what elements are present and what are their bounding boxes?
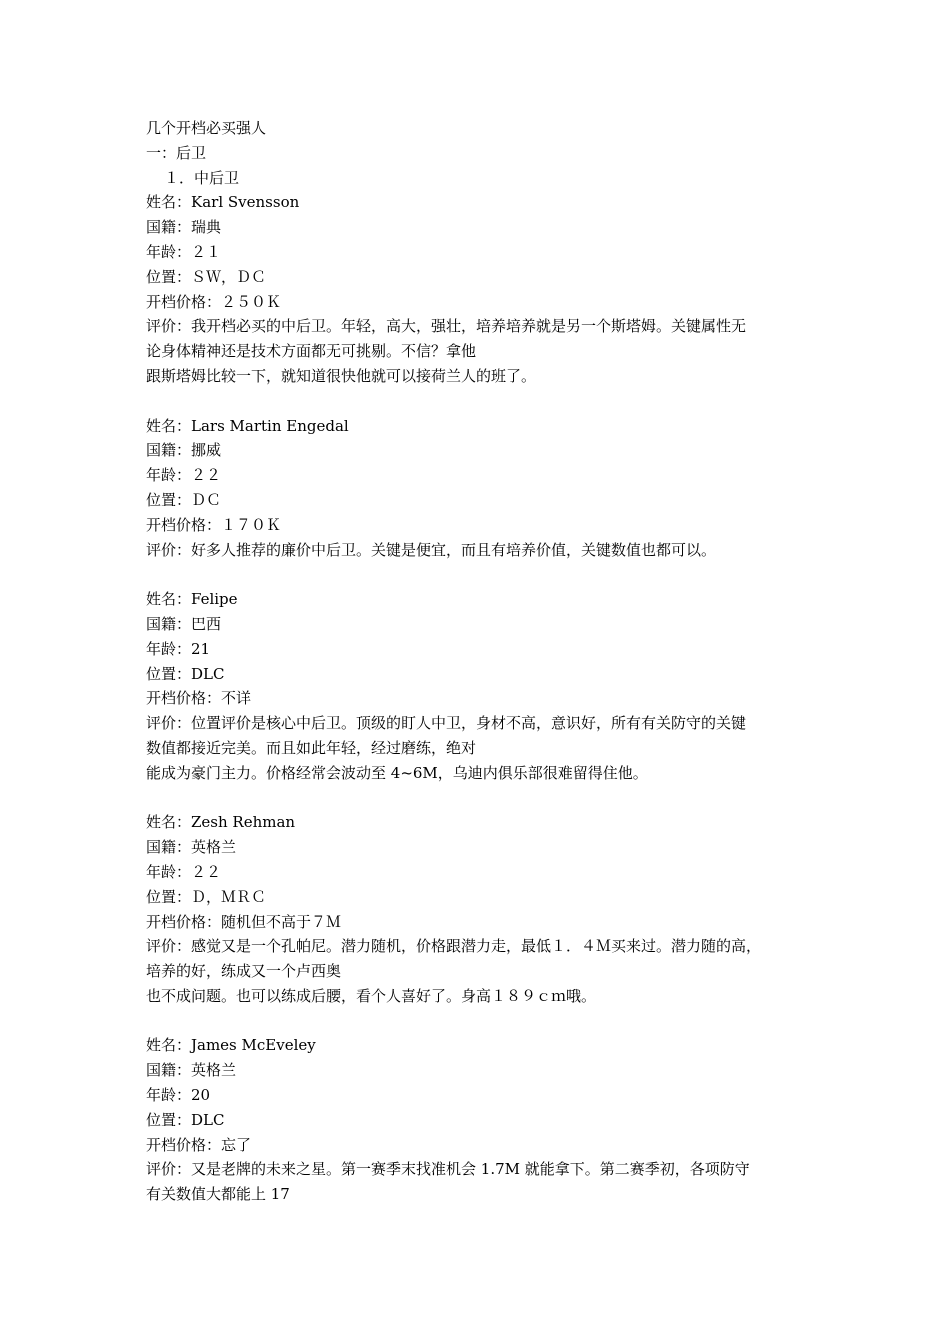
player-name: 姓名：Lars Martin Engedal [146,416,349,435]
player-position: 位置：Ｄ，ＭＲＣ [146,887,267,906]
player-review-line: 评价：又是老牌的未来之星。第一赛季末找准机会 1.7M 就能拿下。第二赛季初，各项防守 [146,1160,750,1179]
player-nationality: 国籍：英格兰 [146,838,237,857]
player-age: 年龄：２１ [146,242,222,261]
player-review-line: 评价：感觉又是一个孔帕尼。潜力随机，价格跟潜力走，最低１．４Ｍ买来过。潜力随的高， [146,937,762,956]
player-position: 位置：ＳＷ，ＤＣ [146,267,267,286]
player-price: 开档价格：１７０Ｋ [146,515,282,534]
player-entry [146,190,810,388]
player-position: 位置：DLC [146,1110,225,1129]
player-review-line: 评价：位置评价是核心中后卫。顶级的盯人中卫，身材不高，意识好，所有有关防守的关键 [146,714,747,733]
player-age: 年龄：21 [146,639,211,658]
player-entry [146,587,810,785]
player-price: 开档价格：忘了 [146,1135,252,1154]
paragraph-gap [146,562,810,587]
document-body [146,116,810,1207]
player-nationality: 国籍：瑞典 [146,218,222,237]
document-title: 几个开档必买强人 [146,119,267,137]
player-age: 年龄：２２ [146,466,222,485]
player-review-line: 评价：好多人推荐的廉价中后卫。关键是便宜，而且有培养价值，关键数值也都可以。 [146,540,717,559]
player-nationality: 国籍：英格兰 [146,1061,237,1080]
player-entry [146,414,810,563]
player-entry [146,810,810,1008]
player-name: 姓名：James McEveley [146,1036,316,1055]
player-age: 年龄：20 [146,1086,211,1105]
player-nationality: 国籍：巴西 [146,614,222,633]
player-review-line: 也不成问题。也可以练成后腰，看个人喜好了。身高１８９ｃｍ哦。 [146,986,597,1005]
player-price: 开档价格：随机但不高于７Ｍ [146,912,342,931]
paragraph-gap [146,1009,810,1034]
player-position: 位置：ＤＣ [146,490,222,509]
player-name: 姓名：Zesh Rehman [146,813,296,832]
player-entry [146,1033,810,1207]
player-nationality: 国籍：挪威 [146,441,222,460]
player-name: 姓名：Felipe [146,590,238,609]
player-name: 姓名：Karl Svensson [146,193,300,212]
player-review-line: 培养的好，练成又一个卢西奥 [146,962,342,981]
player-age: 年龄：２２ [146,862,222,881]
player-review-line: 跟斯塔姆比较一下，就知道很快他就可以接荷兰人的班了。 [146,366,537,385]
subsection-heading: １．中后卫 [164,168,240,187]
player-review-line: 能成为豪门主力。价格经常会波动至 4~6M，乌迪内俱乐部很难留得住他。 [146,763,648,782]
player-review-line: 评价：我开档必买的中后卫。年轻，高大，强壮，培养培养就是另一个斯塔姆。关键属性无 [146,317,747,336]
player-price: 开档价格：不详 [146,689,252,708]
paragraph-gap [146,786,810,811]
player-review-line: 有关数值大都能上 17 [146,1185,290,1204]
player-position: 位置：DLC [146,664,225,683]
player-review-line: 数值都接近完美。而且如此年轻，经过磨练，绝对 [146,738,477,757]
player-review-line: 论身体精神还是技术方面都无可挑剔。不信？拿他 [146,342,477,361]
player-price: 开档价格：２５０Ｋ [146,292,282,311]
section-heading: 一：后卫 [146,143,207,162]
paragraph-gap [146,389,810,414]
